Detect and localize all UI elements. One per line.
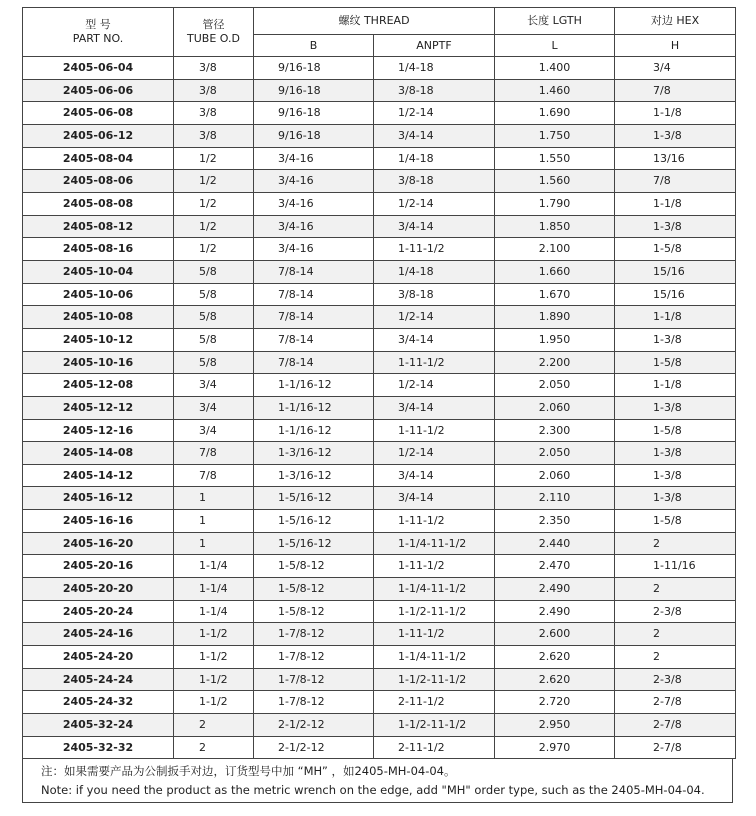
cell-thread-anptf: 1-11-1/2 — [374, 510, 495, 533]
cell-thread-anptf: 1-1/4-11-1/2 — [374, 532, 495, 555]
header-part-cn: 型 号 — [85, 18, 111, 31]
cell-thread-anptf: 1/4-18 — [374, 260, 495, 283]
table-row — [23, 736, 736, 759]
table-row — [23, 532, 736, 555]
cell-thread-b: 1-5/16-12 — [254, 487, 374, 510]
cell-part-no: 2405-10-04 — [23, 260, 174, 283]
cell-length: 2.440 — [495, 532, 615, 555]
header-tube-od — [174, 8, 254, 57]
cell-thread-anptf: 3/4-14 — [374, 464, 495, 487]
table-row — [23, 646, 736, 669]
cell-length: 1.670 — [495, 283, 615, 306]
cell-part-no: 2405-10-16 — [23, 351, 174, 374]
cell-tube-od: 2 — [174, 714, 254, 737]
header-thread: 螺纹 THREAD — [254, 8, 495, 35]
table-row — [23, 442, 736, 465]
cell-length: 1.460 — [495, 79, 615, 102]
cell-length: 1.400 — [495, 57, 615, 80]
cell-part-no: 2405-16-20 — [23, 532, 174, 555]
cell-part-no: 2405-10-12 — [23, 328, 174, 351]
cell-length: 2.200 — [495, 351, 615, 374]
cell-tube-od: 7/8 — [174, 442, 254, 465]
cell-tube-od: 7/8 — [174, 464, 254, 487]
cell-thread-b: 1-7/8-12 — [254, 668, 374, 691]
cell-hex: 1-3/8 — [615, 215, 736, 238]
cell-thread-b: 3/4-16 — [254, 147, 374, 170]
table-row — [23, 464, 736, 487]
table-row — [23, 351, 736, 374]
cell-thread-anptf: 1-1/2-11-1/2 — [374, 714, 495, 737]
cell-tube-od: 3/8 — [174, 102, 254, 125]
cell-tube-od: 1-1/4 — [174, 555, 254, 578]
cell-tube-od: 1/2 — [174, 215, 254, 238]
cell-hex: 2-7/8 — [615, 736, 736, 759]
cell-thread-b: 1-5/8-12 — [254, 578, 374, 601]
cell-part-no: 2405-12-12 — [23, 396, 174, 419]
header-thread-b: B — [254, 35, 374, 57]
cell-tube-od: 1/2 — [174, 170, 254, 193]
cell-part-no: 2405-06-04 — [23, 57, 174, 80]
table-row — [23, 283, 736, 306]
cell-hex: 3/4 — [615, 57, 736, 80]
cell-length: 2.060 — [495, 464, 615, 487]
cell-length: 2.720 — [495, 691, 615, 714]
cell-length: 1.550 — [495, 147, 615, 170]
cell-length: 2.490 — [495, 578, 615, 601]
cell-thread-b: 7/8-14 — [254, 260, 374, 283]
cell-part-no: 2405-14-08 — [23, 442, 174, 465]
table-row — [23, 510, 736, 533]
cell-part-no: 2405-12-16 — [23, 419, 174, 442]
cell-thread-b: 3/4-16 — [254, 170, 374, 193]
cell-thread-anptf: 1/4-18 — [374, 147, 495, 170]
cell-hex: 2-7/8 — [615, 714, 736, 737]
cell-tube-od: 1-1/2 — [174, 646, 254, 669]
spec-sheet — [22, 7, 735, 803]
table-row — [23, 170, 736, 193]
header-hex: 对边 HEX — [615, 8, 736, 35]
cell-hex: 2-3/8 — [615, 668, 736, 691]
cell-part-no: 2405-20-20 — [23, 578, 174, 601]
table-row — [23, 79, 736, 102]
cell-thread-anptf: 1/2-14 — [374, 306, 495, 329]
cell-thread-b: 7/8-14 — [254, 306, 374, 329]
cell-hex: 1-3/8 — [615, 487, 736, 510]
table-row — [23, 396, 736, 419]
cell-tube-od: 5/8 — [174, 306, 254, 329]
cell-thread-b: 3/4-16 — [254, 238, 374, 261]
cell-length: 1.950 — [495, 328, 615, 351]
note-chinese: 注：如果需要产品为公制扳手对边，订货型号中加 “MH” ，如2405-MH-04-04。 — [41, 764, 456, 779]
table-row — [23, 600, 736, 623]
cell-thread-anptf: 3/8-18 — [374, 283, 495, 306]
table-row — [23, 215, 736, 238]
cell-length: 2.100 — [495, 238, 615, 261]
cell-part-no: 2405-24-20 — [23, 646, 174, 669]
cell-thread-anptf: 3/8-18 — [374, 170, 495, 193]
cell-part-no: 2405-06-06 — [23, 79, 174, 102]
cell-thread-b: 1-5/16-12 — [254, 510, 374, 533]
cell-thread-b: 1-1/16-12 — [254, 396, 374, 419]
cell-part-no: 2405-08-12 — [23, 215, 174, 238]
cell-thread-anptf: 1-1/2-11-1/2 — [374, 668, 495, 691]
cell-thread-anptf: 3/8-18 — [374, 79, 495, 102]
cell-length: 2.490 — [495, 600, 615, 623]
cell-hex: 1-3/8 — [615, 396, 736, 419]
cell-length: 2.470 — [495, 555, 615, 578]
cell-thread-anptf: 1/2-14 — [374, 102, 495, 125]
cell-length: 2.050 — [495, 442, 615, 465]
cell-thread-b: 1-3/16-12 — [254, 464, 374, 487]
order-note — [22, 759, 733, 803]
cell-thread-b: 7/8-14 — [254, 328, 374, 351]
cell-hex: 1-11/16 — [615, 555, 736, 578]
cell-tube-od: 3/4 — [174, 419, 254, 442]
cell-tube-od: 5/8 — [174, 328, 254, 351]
table-body — [23, 57, 736, 759]
cell-thread-b: 1-3/16-12 — [254, 442, 374, 465]
table-row — [23, 192, 736, 215]
cell-thread-b: 1-1/16-12 — [254, 374, 374, 397]
cell-part-no: 2405-08-16 — [23, 238, 174, 261]
cell-part-no: 2405-20-24 — [23, 600, 174, 623]
header-hex-h: H — [615, 35, 736, 57]
cell-thread-anptf: 1-1/2-11-1/2 — [374, 600, 495, 623]
cell-hex: 2 — [615, 623, 736, 646]
table-row — [23, 555, 736, 578]
cell-hex: 1-5/8 — [615, 510, 736, 533]
cell-part-no: 2405-24-16 — [23, 623, 174, 646]
cell-thread-anptf: 1-11-1/2 — [374, 419, 495, 442]
table-row — [23, 306, 736, 329]
cell-length: 1.750 — [495, 124, 615, 147]
cell-thread-b: 7/8-14 — [254, 283, 374, 306]
cell-thread-b: 7/8-14 — [254, 351, 374, 374]
cell-part-no: 2405-14-12 — [23, 464, 174, 487]
cell-thread-anptf: 2-11-1/2 — [374, 691, 495, 714]
cell-thread-anptf: 3/4-14 — [374, 215, 495, 238]
cell-part-no: 2405-24-32 — [23, 691, 174, 714]
cell-part-no: 2405-16-12 — [23, 487, 174, 510]
cell-part-no: 2405-06-12 — [23, 124, 174, 147]
cell-length: 1.890 — [495, 306, 615, 329]
cell-part-no: 2405-10-06 — [23, 283, 174, 306]
cell-thread-anptf: 3/4-14 — [374, 328, 495, 351]
cell-hex: 1-1/8 — [615, 192, 736, 215]
cell-tube-od: 1-1/2 — [174, 668, 254, 691]
cell-thread-b: 2-1/2-12 — [254, 714, 374, 737]
table-row — [23, 487, 736, 510]
cell-length: 1.790 — [495, 192, 615, 215]
table-row — [23, 419, 736, 442]
table-row — [23, 668, 736, 691]
cell-tube-od: 1 — [174, 510, 254, 533]
cell-thread-b: 1-5/16-12 — [254, 532, 374, 555]
table-row — [23, 578, 736, 601]
cell-thread-anptf: 1-1/4-11-1/2 — [374, 578, 495, 601]
header-tube-cn: 管径 — [202, 18, 225, 31]
cell-hex: 1-1/8 — [615, 102, 736, 125]
cell-length: 2.600 — [495, 623, 615, 646]
cell-hex: 1-3/8 — [615, 464, 736, 487]
cell-length: 2.620 — [495, 668, 615, 691]
cell-hex: 1-5/8 — [615, 419, 736, 442]
cell-part-no: 2405-24-24 — [23, 668, 174, 691]
table-row — [23, 124, 736, 147]
header-thread-anptf: ANPTF — [374, 35, 495, 57]
note-english: Note: if you need the product as the metric wrench on the edge, add "MH" order type, such as the 2405-MH-04-04. — [41, 783, 705, 798]
cell-thread-anptf: 1-11-1/2 — [374, 555, 495, 578]
cell-thread-b: 2-1/2-12 — [254, 736, 374, 759]
cell-length: 2.300 — [495, 419, 615, 442]
cell-thread-anptf: 3/4-14 — [374, 124, 495, 147]
cell-tube-od: 3/8 — [174, 57, 254, 80]
cell-thread-anptf: 1-11-1/2 — [374, 623, 495, 646]
cell-thread-b: 3/4-16 — [254, 215, 374, 238]
fitting-spec-table — [22, 7, 736, 759]
cell-part-no: 2405-06-08 — [23, 102, 174, 125]
cell-thread-anptf: 1-11-1/2 — [374, 238, 495, 261]
cell-length: 1.660 — [495, 260, 615, 283]
cell-hex: 1-3/8 — [615, 124, 736, 147]
cell-tube-od: 1-1/4 — [174, 600, 254, 623]
cell-part-no: 2405-08-04 — [23, 147, 174, 170]
cell-part-no: 2405-08-06 — [23, 170, 174, 193]
cell-length: 1.690 — [495, 102, 615, 125]
cell-tube-od: 1 — [174, 532, 254, 555]
table-row — [23, 260, 736, 283]
cell-part-no: 2405-08-08 — [23, 192, 174, 215]
cell-hex: 15/16 — [615, 260, 736, 283]
cell-thread-anptf: 2-11-1/2 — [374, 736, 495, 759]
cell-hex: 2-3/8 — [615, 600, 736, 623]
cell-thread-b: 1-7/8-12 — [254, 691, 374, 714]
cell-hex: 1-5/8 — [615, 351, 736, 374]
cell-part-no: 2405-16-16 — [23, 510, 174, 533]
cell-part-no: 2405-12-08 — [23, 374, 174, 397]
cell-hex: 13/16 — [615, 147, 736, 170]
cell-hex: 2-7/8 — [615, 691, 736, 714]
cell-thread-anptf: 1/2-14 — [374, 374, 495, 397]
cell-tube-od: 3/8 — [174, 79, 254, 102]
cell-part-no: 2405-32-32 — [23, 736, 174, 759]
cell-hex: 7/8 — [615, 170, 736, 193]
table-row — [23, 374, 736, 397]
cell-length: 2.110 — [495, 487, 615, 510]
cell-length: 2.950 — [495, 714, 615, 737]
cell-hex: 2 — [615, 532, 736, 555]
cell-hex: 1-5/8 — [615, 238, 736, 261]
cell-tube-od: 1-1/4 — [174, 578, 254, 601]
cell-hex: 7/8 — [615, 79, 736, 102]
cell-length: 1.850 — [495, 215, 615, 238]
table-row — [23, 691, 736, 714]
cell-thread-b: 9/16-18 — [254, 102, 374, 125]
cell-hex: 1-3/8 — [615, 328, 736, 351]
cell-tube-od: 3/8 — [174, 124, 254, 147]
cell-thread-b: 1-7/8-12 — [254, 623, 374, 646]
header-part-no — [23, 8, 174, 57]
table-row — [23, 623, 736, 646]
cell-thread-b: 1-5/8-12 — [254, 555, 374, 578]
table-row — [23, 102, 736, 125]
cell-part-no: 2405-20-16 — [23, 555, 174, 578]
cell-thread-b: 1-5/8-12 — [254, 600, 374, 623]
cell-length: 2.050 — [495, 374, 615, 397]
cell-hex: 1-1/8 — [615, 306, 736, 329]
cell-part-no: 2405-10-08 — [23, 306, 174, 329]
table-row — [23, 328, 736, 351]
cell-hex: 1-1/8 — [615, 374, 736, 397]
cell-tube-od: 5/8 — [174, 351, 254, 374]
table-row — [23, 147, 736, 170]
cell-thread-b: 9/16-18 — [254, 79, 374, 102]
cell-hex: 1-3/8 — [615, 442, 736, 465]
cell-thread-b: 1-7/8-12 — [254, 646, 374, 669]
cell-hex: 2 — [615, 646, 736, 669]
cell-tube-od: 5/8 — [174, 260, 254, 283]
cell-tube-od: 5/8 — [174, 283, 254, 306]
header-tube-en: TUBE O.D — [187, 32, 240, 45]
cell-tube-od: 1/2 — [174, 192, 254, 215]
header-length-l: L — [495, 35, 615, 57]
cell-tube-od: 1/2 — [174, 147, 254, 170]
cell-tube-od: 1-1/2 — [174, 623, 254, 646]
cell-thread-anptf: 3/4-14 — [374, 487, 495, 510]
table-row — [23, 57, 736, 80]
cell-length: 1.560 — [495, 170, 615, 193]
cell-tube-od: 1 — [174, 487, 254, 510]
cell-thread-anptf: 1-11-1/2 — [374, 351, 495, 374]
cell-thread-anptf: 1/2-14 — [374, 192, 495, 215]
cell-part-no: 2405-32-24 — [23, 714, 174, 737]
cell-tube-od: 3/4 — [174, 374, 254, 397]
cell-length: 2.060 — [495, 396, 615, 419]
cell-thread-b: 1-1/16-12 — [254, 419, 374, 442]
cell-thread-anptf: 1/4-18 — [374, 57, 495, 80]
cell-length: 2.620 — [495, 646, 615, 669]
table-row — [23, 714, 736, 737]
cell-thread-b: 9/16-18 — [254, 124, 374, 147]
cell-length: 2.970 — [495, 736, 615, 759]
cell-thread-anptf: 1-1/4-11-1/2 — [374, 646, 495, 669]
cell-tube-od: 3/4 — [174, 396, 254, 419]
cell-tube-od: 2 — [174, 736, 254, 759]
cell-length: 2.350 — [495, 510, 615, 533]
cell-tube-od: 1-1/2 — [174, 691, 254, 714]
header-part-en: PART NO. — [72, 32, 124, 45]
cell-hex: 15/16 — [615, 283, 736, 306]
cell-thread-b: 9/16-18 — [254, 57, 374, 80]
cell-thread-anptf: 1/2-14 — [374, 442, 495, 465]
table-row — [23, 238, 736, 261]
header-length: 长度 LGTH — [495, 8, 615, 35]
cell-thread-anptf: 3/4-14 — [374, 396, 495, 419]
cell-hex: 2 — [615, 578, 736, 601]
cell-thread-b: 3/4-16 — [254, 192, 374, 215]
cell-tube-od: 1/2 — [174, 238, 254, 261]
